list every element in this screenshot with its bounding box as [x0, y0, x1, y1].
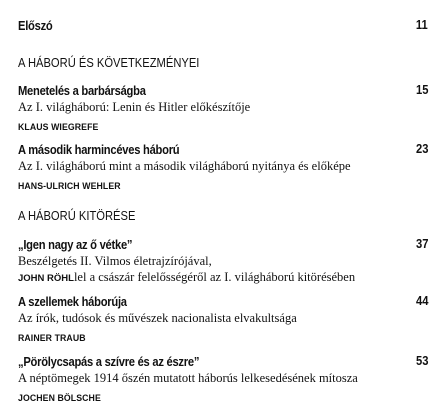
- entry-author: KLAUS WIEGREFE: [18, 122, 99, 133]
- entry-title: „Pörölycsapás a szívre és az észre”: [18, 354, 200, 369]
- entry-subtitle: Az írók, tudósok és művészek nacionalista elvakultsága: [18, 311, 297, 325]
- page-number: 53: [415, 353, 428, 368]
- section-title: A HÁBORÚ ÉS KÖVETKEZMÉNYEI: [18, 55, 200, 70]
- entry-author: JOCHEN BÖLSCHE: [18, 393, 101, 404]
- section-heading: [18, 207, 428, 225]
- entry-title: Előszó: [18, 18, 53, 33]
- entry-title: Menetelés a barbárságba: [18, 83, 146, 98]
- entry-subtitle-row: [18, 309, 428, 327]
- page-number: 44: [415, 293, 428, 308]
- entry-author-row: [18, 268, 428, 286]
- entry-subtitle-row: [18, 157, 428, 175]
- page-number: 11: [416, 17, 428, 32]
- page-number: 23: [415, 141, 428, 156]
- entry-subtitle-continued: lel a császár felelősségéről az I. világháború kitörésében: [73, 270, 356, 284]
- entry-author-row: [18, 117, 428, 135]
- entry-title: A szellemek háborúja: [18, 294, 127, 309]
- entry-subtitle: A néptömegek 1914 őszén mutatott háborús lelkesedésének mítosza: [18, 371, 358, 385]
- entry-title: A második harmincéves háború: [18, 142, 180, 157]
- entry-author: RAINER TRAUB: [18, 333, 86, 344]
- entry-subtitle-row: [18, 98, 428, 116]
- entry-author-row: [18, 388, 428, 406]
- entry-subtitle-row: [18, 369, 428, 387]
- table-of-contents: [18, 0, 428, 412]
- toc-entry-preface[interactable]: [18, 17, 428, 35]
- entry-author: JOHN RÖHL: [18, 273, 74, 284]
- entry-subtitle: Az I. világháború mint a második világháború nyitánya és előképe: [18, 159, 351, 173]
- section-title: A HÁBORÚ KITÖRÉSE: [18, 208, 136, 223]
- entry-author-row: [18, 176, 428, 194]
- entry-author-row: [18, 328, 428, 346]
- entry-subtitle: Az I. világháború: Lenin és Hitler előkészítője: [18, 100, 251, 114]
- entry-subtitle: Beszélgetés II. Vilmos életrajzírójával,: [18, 254, 212, 268]
- page-number: 15: [415, 82, 428, 97]
- entry-title: „Igen nagy az ő vétke”: [18, 237, 133, 252]
- page-number: 37: [415, 236, 428, 251]
- section-heading: [18, 54, 428, 72]
- entry-author: HANS-ULRICH WEHLER: [18, 181, 121, 192]
